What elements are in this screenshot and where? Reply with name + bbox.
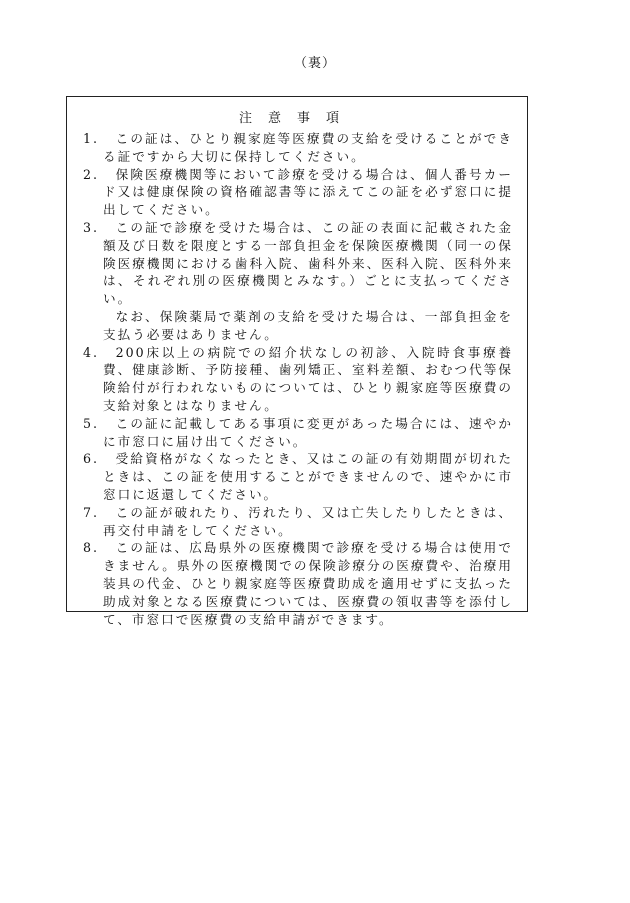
notice-item-text: この証に記載してある事項に変更があった場合には、速やかに市窓口に届け出てください。 [103, 415, 513, 449]
notice-item-number: 4. [83, 344, 100, 360]
notice-item-number: 2. [83, 166, 100, 182]
notice-item-number: 6. [83, 451, 100, 467]
notice-item-subtext: なお、保険薬局で薬剤の支給を受けた場合は、一部負担金を支払う必要はありません。 [103, 308, 513, 342]
notice-item-text: この証は、ひとり親家庭等医療費の支給を受けることができる証ですから大切に保持してください。 [103, 131, 513, 164]
notice-item-8 [83, 539, 513, 628]
notice-box [66, 96, 528, 627]
notice-item-text: 200床以上の病院での紹介状なしの初診、入院時食事療養費、健康診断、予防接種、歯列矯正、室料差額、おむつ代等保険給付が行われないものについては、ひとり親家庭等医療費の支給対象とはなりません。 [103, 344, 513, 413]
notice-item-number: 7. [83, 504, 100, 520]
notice-item-number: 8. [83, 540, 100, 556]
notice-item-number: 3. [83, 219, 100, 235]
notice-list [83, 130, 513, 628]
notice-title: 注意事項 [238, 111, 355, 126]
notice-item-number: 5. [83, 415, 100, 431]
notice-item-4 [83, 344, 513, 415]
notice-item-text: この証で診療を受けた場合は、この証の表面に記載された金額及び日数を限度とする一部負担金を保険医療機関（同一の保険医療機関における歯科入院、歯科外来、医科入院、医科外来は、それぞれ別の医療機関とみなす。）ごとに支払ってください。 [103, 219, 513, 307]
notice-item-text: この証は、広島県外の医療機関で診療を受ける場合は使用できません。県外の医療機関での保険診療分の医療費や、治療用装具の代金、ひとり親家庭等医療費助成を適用せずに支払った助成対象となる医療費については、医療費の領収書等を添付して、市窓口で医療費の支給申請ができます。 [103, 540, 513, 627]
notice-item-2 [83, 166, 513, 219]
notice-item-text: 受給資格がなくなったとき、又はこの証の有効期間が切れたときは、この証を使用することができませんので、速やかに市窓口に返還してください。 [103, 451, 513, 502]
notice-item-1 [83, 130, 513, 166]
notice-item-3 [83, 219, 513, 344]
side-label: （裏） [293, 56, 336, 71]
notice-item-number: 1. [83, 131, 100, 146]
notice-item-text: 保険医療機関等において診療を受ける場合は、個人番号カード又は健康保険の資格確認書等に添えてこの証を必ず窓口に提出してください。 [103, 166, 513, 218]
notice-item-6 [83, 450, 513, 503]
notice-item-5 [83, 415, 513, 451]
notice-item-7 [83, 504, 513, 540]
notice-item-text: この証が破れたり、汚れたり、又は亡失したりしたときは、再交付申請をしてください。 [103, 504, 513, 538]
